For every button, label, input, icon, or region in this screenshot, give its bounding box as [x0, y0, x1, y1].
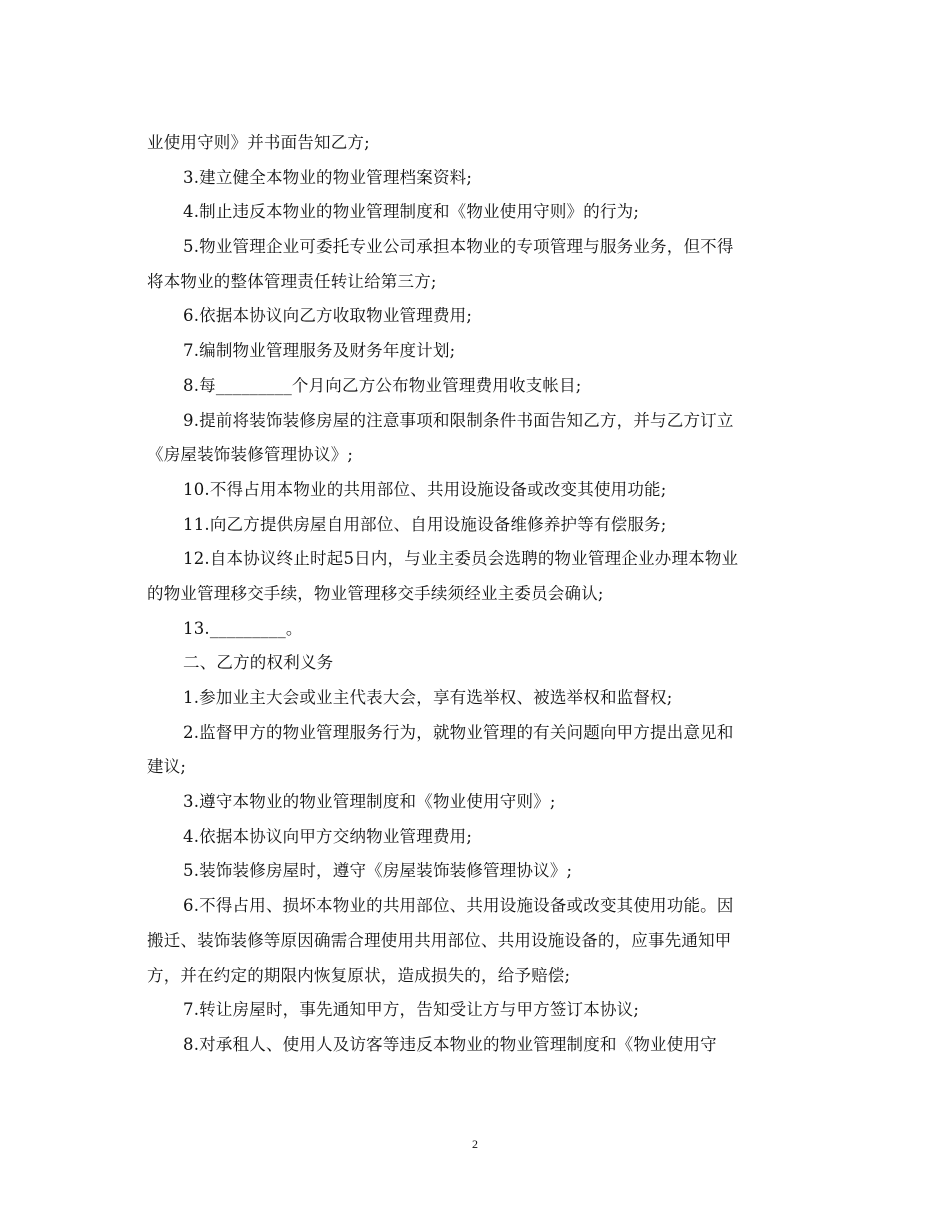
page-number: 2 [472, 1137, 478, 1151]
clause-b4: 4.依据本协议向甲方交纳物业管理费用; [183, 826, 473, 846]
text-line-continuation: 业使用守则》并书面告知乙方; [147, 133, 370, 152]
clause-a9-continued: 《房屋装饰装修管理协议》; [147, 445, 354, 465]
clause-a5-continued: 将本物业的整体管理责任转让给第三方; [147, 271, 437, 291]
clause-a8: 8.每_________个月向乙方公布物业管理费用收支帐目; [183, 375, 582, 395]
clause-b1: 1.参加业主大会或业主代表大会，享有选举权、被选举权和监督权; [183, 688, 673, 707]
clause-a3: 3.建立健全本物业的物业管理档案资料; [183, 167, 473, 187]
clause-b2-continued: 建议; [147, 757, 187, 777]
clause-a5: 5.物业管理企业可委托专业公司承担本物业的专项管理与服务业务，但不得 [183, 237, 734, 257]
clause-a12: 12.自本协议终止时起5日内，与业主委员会选聘的物业管理企业办理本物业 [183, 549, 739, 569]
clause-a7: 7.编制物业管理服务及财务年度计划; [183, 341, 456, 361]
clause-b3: 3.遵守本物业的物业管理制度和《物业使用守则》; [183, 792, 556, 812]
clause-a10: 10.不得占用本物业的共用部位、共用设施设备或改变其使用功能; [183, 479, 667, 499]
clause-b6: 6.不得占用、损坏本物业的共用部位、共用设施设备或改变其使用功能。因 [183, 896, 734, 916]
clause-a13: 13._________。 [183, 618, 303, 638]
clause-b7: 7.转让房屋时，事先通知甲方，告知受让方与甲方签订本协议; [183, 1000, 640, 1020]
clause-a9: 9.提前将装饰装修房屋的注意事项和限制条件书面告知乙方，并与乙方订立 [183, 410, 734, 430]
document-body [147, 126, 807, 1063]
clause-b2: 2.监督甲方的物业管理服务行为，就物业管理的有关问题向甲方提出意见和 [183, 722, 734, 742]
clause-b6-continued-1: 搬迁、装饰装修等原因确需合理使用共用部位、共用设施设备的，应事先通知甲 [147, 930, 732, 950]
clause-a12-continued: 的物业管理移交手续，物业管理移交手续须经业主委员会确认; [147, 583, 604, 603]
clause-a4: 4.制止违反本物业的物业管理制度和《物业使用守则》的行为; [183, 202, 640, 222]
clause-a6: 6.依据本协议向乙方收取物业管理费用; [183, 306, 473, 326]
clause-b8: 8.对承租人、使用人及访客等违反本物业的物业管理制度和《物业使用守 [183, 1034, 717, 1054]
section-heading-party-b: 二、乙方的权利义务 [183, 653, 334, 673]
clause-a11: 11.向乙方提供房屋自用部位、自用设施设备维修养护等有偿服务; [183, 514, 667, 534]
clause-b5: 5.装饰装修房屋时，遵守《房屋装饰装修管理协议》; [183, 861, 573, 881]
clause-b6-continued-2: 方，并在约定的期限内恢复原状，造成损失的，给予赔偿; [147, 965, 571, 985]
